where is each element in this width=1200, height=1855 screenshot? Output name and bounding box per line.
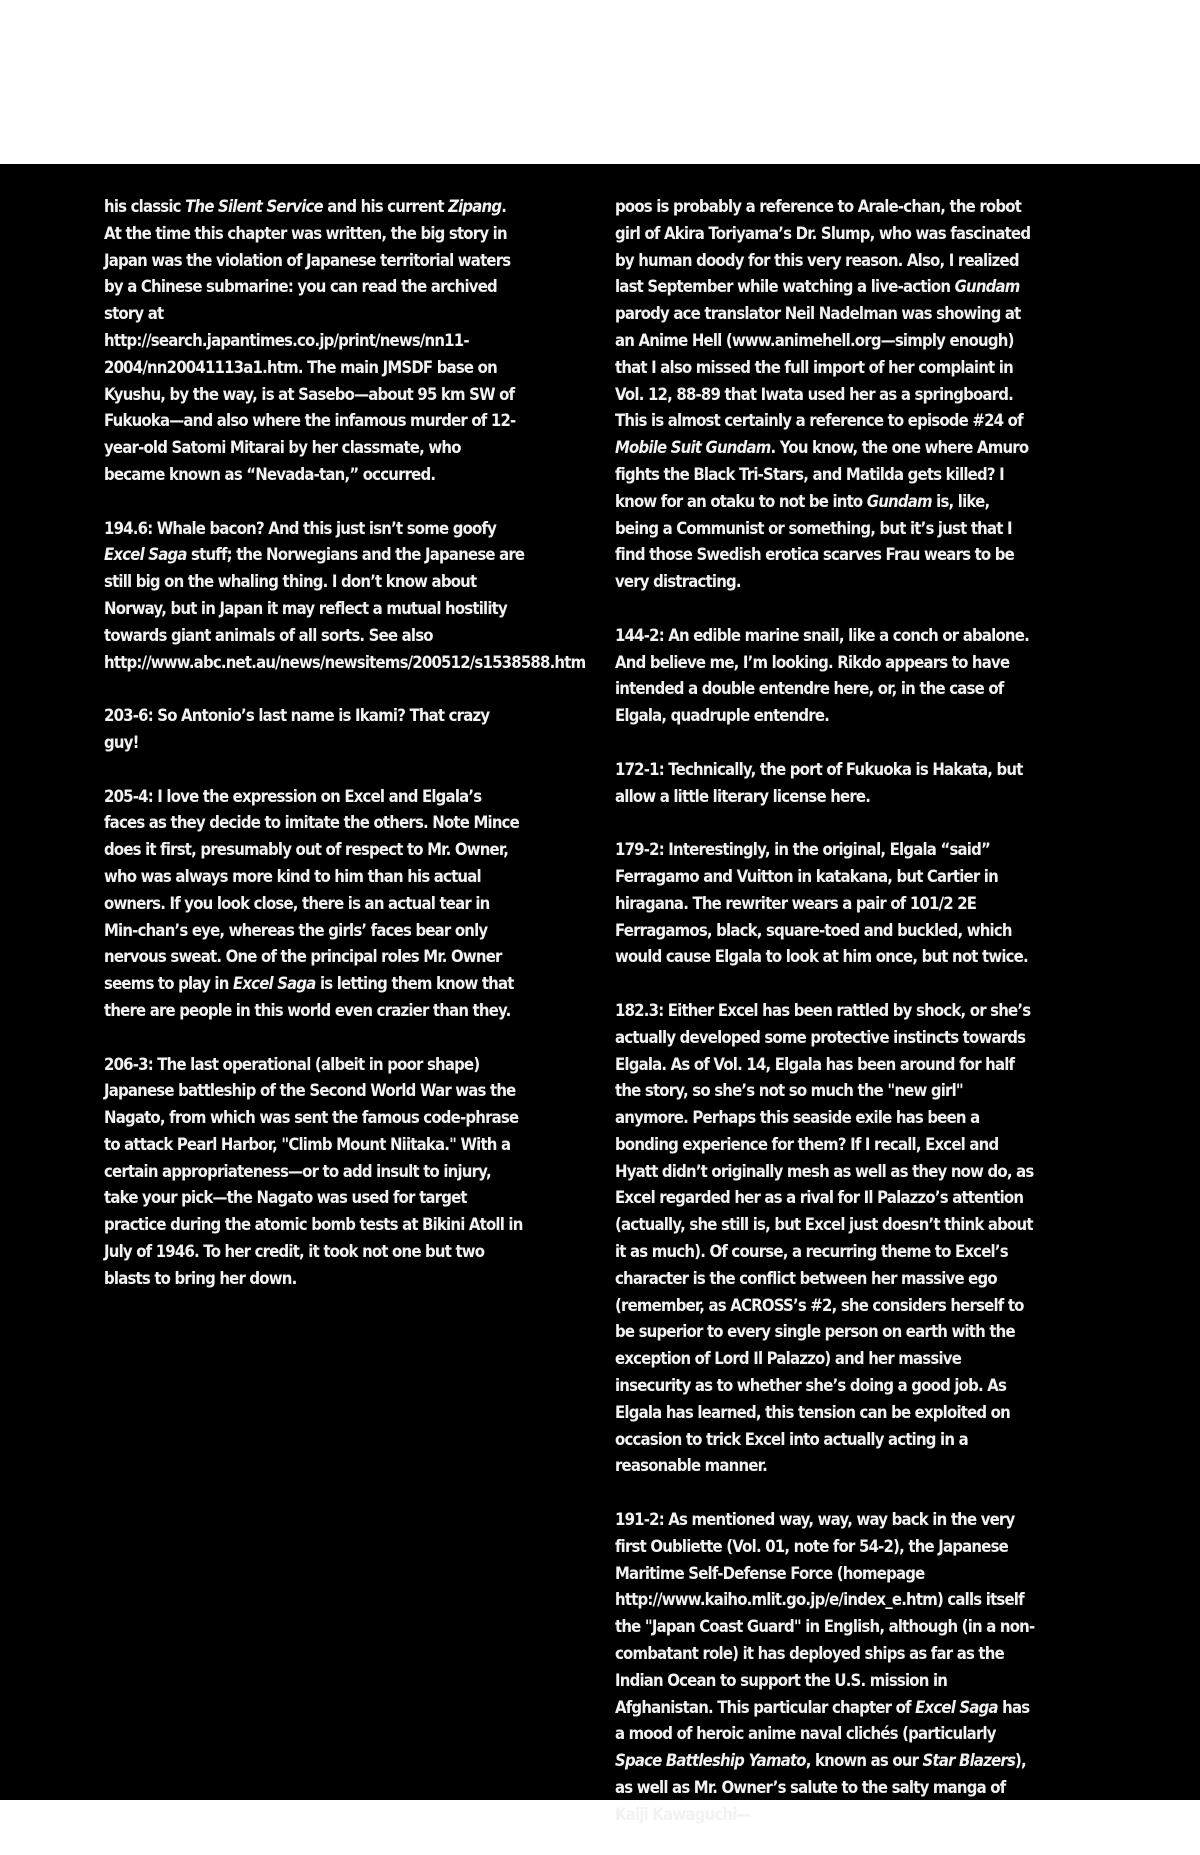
note-paragraph	[104, 784, 525, 1025]
italic-title: Star Blazers	[922, 1751, 1016, 1771]
note-text: 179-2: Interestingly, in the original, Elgala “said” Ferragamo and Vuitton in katakana, but Cartier in hiragana. The rewriter wears a pair of 101/2 2E Ferragamos, black, square-toed and buckled, which would cause Elgala to look at him once, but not twice.	[615, 840, 1028, 967]
italic-title: Mobile Suit Gundam	[615, 438, 771, 458]
note-text: . You know, the one where Amuro fights the Black Tri-Stars, and Matilda gets killed? I know for an otaku to not be into	[615, 438, 1029, 511]
note-paragraph	[615, 194, 1036, 596]
note-text: stuff; the Norwegians and the Japanese are still big on the whaling thing. I don’t know about Norway, but in Japan it may reflect a mutual hostility towards giant animals of all sorts. See also http://www.abc.net.au/news/newsitems/200512/s1538588.htm	[104, 545, 586, 672]
note-text: parody ace translator Neil Nadelman was showing at an Anime Hell (www.animehell.org—simply enough) that I also missed the full import of her complaint in Vol. 12, 88-89 that Iwata used her as a springboard. This is almost certainly a reference to episode #24 of	[615, 304, 1023, 431]
note-paragraph	[104, 194, 525, 489]
note-paragraph	[615, 998, 1036, 1480]
note-text: is letting them know that there are people in this world even crazier than they.	[104, 974, 514, 1020]
note-text: 194.6: Whale bacon? And this just isn’t some goofy	[104, 518, 497, 538]
italic-title: Space Battleship Yamato	[615, 1751, 806, 1771]
italic-title: Gundam	[954, 277, 1020, 297]
italic-title: The Silent Service	[185, 197, 323, 216]
italic-title: Gundam	[866, 491, 932, 511]
note-text: is, like, being a Communist or something, but it’s just that I find those Swedish erotica scarves Frau wears to be very distracting.	[615, 491, 1014, 592]
note-text: 182.3: Either Excel has been rattled by shock, or she’s actually developed some protective instincts towards Elgala. As of Vol. 14, Elgala has been around for half the story, so she’s not so much the "new girl" anymore. Perhaps this seaside exile has been a bonding experience for them? If I recall, Excel and Hyatt didn’t originally mesh as well as they now do, as Excel regarded her as a rival for Il Palazzo’s attention (actually, she still is, but Excel just doesn’t think about it as much). Of course, a recurring theme to Excel’s character is the conflict between her massive ego (remember, as ACROSS’s #2, she considers herself to be superior to every single person on earth with the exception of Lord Il Palazzo) and her massive insecurity as to whether she’s doing a good job. As Elgala has learned, this tension can be exploited on occasion to trick Excel into actually acting in a reasonable manner.	[615, 1000, 1034, 1476]
note-text: has a mood of heroic anime naval clichés (particularly	[615, 1697, 1030, 1744]
note-text: and his current	[322, 197, 449, 216]
note-paragraph	[615, 623, 1036, 730]
note-text: 144-2: An edible marine snail, like a conch or abalone. And believe me, I’m looking. Rikdo appears to have intended a double entendre here, or, in the case of Elgala, quadruple entendre.	[615, 625, 1029, 726]
italic-title: Excel Saga	[232, 974, 316, 994]
note-text: ), as well as Mr. Owner’s salute to the salty manga of Kaiji Kawaguchi—	[615, 1751, 1026, 1824]
italic-title: Zipang	[448, 197, 502, 216]
note-text: 203-6: So Antonio’s last name is Ikami? That crazy guy!	[104, 706, 490, 752]
note-text: . At the time this chapter was written, the big story in Japan was the violation of Japanese territorial waters by a Chinese submarine: you can read the archived story at http://search.japantimes.co.jp/print/news/nn11-2004/nn20041113a1.htm. The main JMSDF base on Kyushu, by the way, is at Sasebo—about 95 km SW of Fukuoka—and also where the infamous murder of 12-year-old Satomi Mitarai by her classmate, who became known as “Nevada-tan,” occurred.	[104, 197, 516, 484]
note-text: 191-2: As mentioned way, way, way back in the very first Oubliette (Vol. 01, note for 54-2), the Japanese Maritime Self-Defense Force (homepage http://www.kaiho.mlit.go.jp/e/index_e.htm) calls itself the "Japan Coast Guard" in English, although (in a non-combatant role) it has deployed ships as far as the Indian Ocean to support the U.S. mission in Afghanistan. This particular chapter of	[615, 1510, 1035, 1717]
note-paragraph	[615, 757, 1036, 811]
note-text: his classic	[104, 197, 186, 216]
note-paragraph	[104, 1052, 525, 1293]
note-text: 172-1: Technically, the port of Fukuoka is Hakata, but allow a little literary license here.	[615, 759, 1023, 806]
note-paragraph	[104, 703, 525, 757]
italic-title: Excel Saga	[915, 1697, 998, 1717]
note-paragraph	[615, 1507, 1036, 1829]
note-paragraph	[615, 837, 1036, 971]
note-text: 205-4: I love the expression on Excel and Elgala’s faces as they decide to imitate the others. Note Mince does it first, presumably out of respect to Mr. Owner, who was always more kind to him than his actual owners. If you look close, there is an actual tear in Min-chan’s eye, whereas the girls’ faces bear only nervous sweat. One of the principal roles Mr. Owner seems to play in	[104, 786, 520, 994]
note-text: 206-3: The last operational (albeit in poor shape) Japanese battleship of the Second World War was the Nagato, from which was sent the famous code-phrase to attack Pearl Harbor, "Climb Mount Niitaka." With a certain appropriateness—or to add insult to injury, take your pick—the Nagato was used for target practice during the atomic bomb tests at Bikini Atoll in July of 1946. To her credit, it took not one but two blasts to bring her down.	[104, 1054, 523, 1288]
left-column	[104, 194, 586, 1319]
note-text: , known as our	[805, 1751, 923, 1771]
note-text: poos is probably a reference to Arale-chan, the robot girl of Akira Toriyama’s Dr. Slump, who was fascinated by human doody for this very reason. Also, I realized last September while watching a live-action	[615, 197, 1031, 297]
note-paragraph	[104, 516, 586, 677]
italic-title: Excel Saga	[104, 545, 187, 565]
right-column	[615, 194, 1036, 1855]
